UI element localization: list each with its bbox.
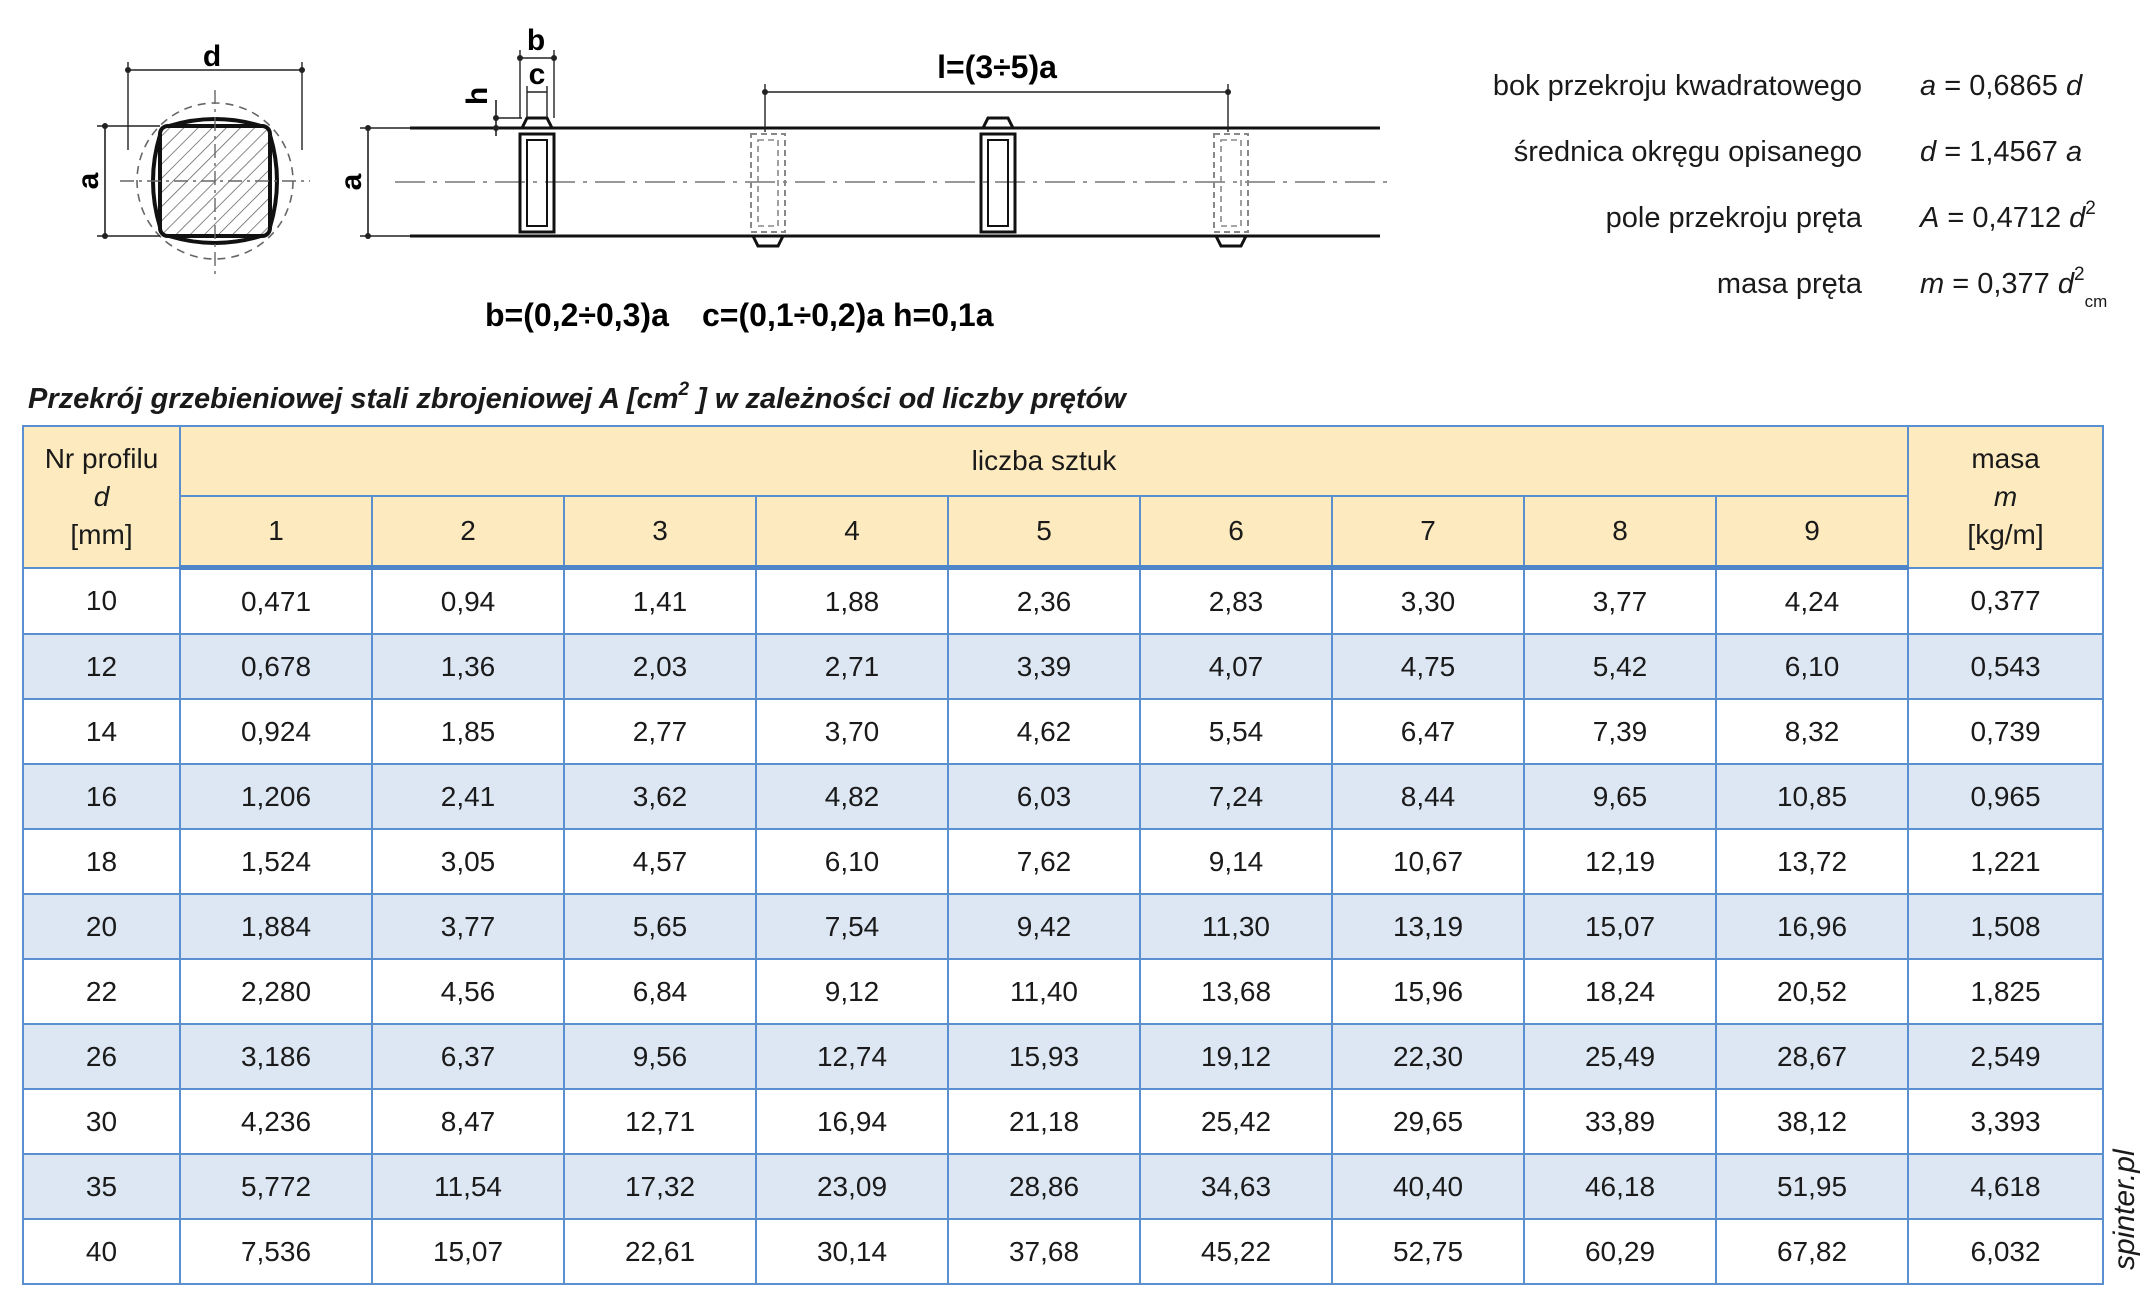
area-cell: 15,07: [372, 1219, 564, 1284]
area-cell: 8,47: [372, 1089, 564, 1154]
profile-cell: 16: [23, 764, 180, 829]
area-cell: 1,41: [564, 568, 756, 635]
label-h: h: [461, 86, 494, 106]
area-cell: 11,54: [372, 1154, 564, 1219]
area-cell: 60,29: [1524, 1219, 1716, 1284]
label-d: d: [202, 40, 222, 73]
area-cell: 4,24: [1716, 568, 1908, 635]
table-row: [23, 634, 2103, 699]
property-label: średnica okręgu opisanego: [1513, 136, 1862, 168]
area-cell: 9,65: [1524, 764, 1716, 829]
area-cell: 20,52: [1716, 959, 1908, 1024]
header-count-8: 8: [1524, 496, 1716, 568]
property-formula: m = 0,377 $d^2_{cm}$: [1920, 264, 2108, 311]
area-cell: 4,07: [1140, 634, 1332, 699]
area-cell: 5,42: [1524, 634, 1716, 699]
area-cell: 25,49: [1524, 1024, 1716, 1089]
area-cell: 2,280: [180, 959, 372, 1024]
area-cell: 12,71: [564, 1089, 756, 1154]
property-row: [1400, 70, 2140, 136]
area-cell: 3,30: [1332, 568, 1524, 635]
area-cell: 15,07: [1524, 894, 1716, 959]
mass-cell: 0,377: [1908, 568, 2103, 635]
area-cell: 3,39: [948, 634, 1140, 699]
area-cell: 6,37: [372, 1024, 564, 1089]
area-cell: 2,71: [756, 634, 948, 699]
area-cell: 5,54: [1140, 699, 1332, 764]
profile-cell: 35: [23, 1154, 180, 1219]
area-cell: 2,41: [372, 764, 564, 829]
area-cell: 52,75: [1332, 1219, 1524, 1284]
table-row: [23, 1154, 2103, 1219]
area-cell: 0,471: [180, 568, 372, 635]
area-cell: 3,186: [180, 1024, 372, 1089]
area-cell: 30,14: [756, 1219, 948, 1284]
property-list: [1400, 70, 2140, 334]
watermark: spinter.pl: [2108, 1149, 2141, 1270]
label-l: l=(3÷5)a: [937, 49, 1057, 85]
area-cell: 9,42: [948, 894, 1140, 959]
area-cell: 46,18: [1524, 1154, 1716, 1219]
area-cell: 0,678: [180, 634, 372, 699]
area-cell: 28,67: [1716, 1024, 1908, 1089]
header-count: liczba sztuk: [180, 426, 1908, 496]
label-c: c: [528, 58, 546, 91]
area-cell: 16,94: [756, 1089, 948, 1154]
mass-cell: 0,965: [1908, 764, 2103, 829]
area-cell: 19,12: [1140, 1024, 1332, 1089]
area-cell: 12,74: [756, 1024, 948, 1089]
area-cell: 10,67: [1332, 829, 1524, 894]
area-cell: 1,884: [180, 894, 372, 959]
header-count-9: 9: [1716, 496, 1908, 568]
area-cell: 29,65: [1332, 1089, 1524, 1154]
property-row: [1400, 136, 2140, 202]
header-mass: masa m [kg/m]: [1908, 426, 2103, 568]
area-cell: 11,30: [1140, 894, 1332, 959]
header-count-4: 4: [756, 496, 948, 568]
table-row: [23, 894, 2103, 959]
area-cell: 21,18: [948, 1089, 1140, 1154]
header-count-7: 7: [1332, 496, 1524, 568]
area-cell: 7,536: [180, 1219, 372, 1284]
area-cell: 4,236: [180, 1089, 372, 1154]
mass-cell: 1,825: [1908, 959, 2103, 1024]
area-cell: 22,61: [564, 1219, 756, 1284]
area-cell: 11,40: [948, 959, 1140, 1024]
mass-cell: 4,618: [1908, 1154, 2103, 1219]
area-cell: 3,77: [372, 894, 564, 959]
profile-cell: 12: [23, 634, 180, 699]
area-cell: 28,86: [948, 1154, 1140, 1219]
condition-h: h=0,1a: [893, 297, 994, 333]
mass-cell: 0,739: [1908, 699, 2103, 764]
header-count-2: 2: [372, 496, 564, 568]
area-cell: 4,75: [1332, 634, 1524, 699]
area-cell: 3,77: [1524, 568, 1716, 635]
area-cell: 4,57: [564, 829, 756, 894]
area-cell: 2,03: [564, 634, 756, 699]
table-title: Przekrój grzebieniowej stali zbrojeniowej A [$cm^2$ ] w zależności od liczby prętów: [28, 379, 1126, 415]
area-cell: 25,42: [1140, 1089, 1332, 1154]
area-cell: 1,85: [372, 699, 564, 764]
area-cell: 33,89: [1524, 1089, 1716, 1154]
property-formula: a = 0,6865 d: [1920, 70, 2083, 102]
label-a-middle: a: [335, 173, 368, 191]
area-cell: 6,47: [1332, 699, 1524, 764]
area-cell: 1,88: [756, 568, 948, 635]
data-table: [22, 425, 2104, 1285]
mass-cell: 0,543: [1908, 634, 2103, 699]
area-cell: 23,09: [756, 1154, 948, 1219]
area-cell: 51,95: [1716, 1154, 1908, 1219]
area-cell: 37,68: [948, 1219, 1140, 1284]
area-cell: 34,63: [1140, 1154, 1332, 1219]
property-row: [1400, 264, 2140, 334]
area-cell: 45,22: [1140, 1219, 1332, 1284]
area-cell: 17,32: [564, 1154, 756, 1219]
header-count-3: 3: [564, 496, 756, 568]
property-label: bok przekroju kwadratowego: [1492, 70, 1862, 102]
area-cell: 2,77: [564, 699, 756, 764]
area-cell: 6,10: [756, 829, 948, 894]
area-cell: 3,70: [756, 699, 948, 764]
profile-cell: 10: [23, 568, 180, 635]
profile-cell: 22: [23, 959, 180, 1024]
area-cell: 7,54: [756, 894, 948, 959]
table-row: [23, 1219, 2103, 1284]
area-cell: 16,96: [1716, 894, 1908, 959]
cross-section: [97, 62, 310, 275]
profile-cell: 18: [23, 829, 180, 894]
mass-cell: 1,221: [1908, 829, 2103, 894]
area-cell: 4,62: [948, 699, 1140, 764]
area-cell: 2,36: [948, 568, 1140, 635]
property-formula: d = 1,4567 a: [1920, 136, 2083, 168]
area-cell: 38,12: [1716, 1089, 1908, 1154]
area-cell: 1,206: [180, 764, 372, 829]
area-cell: 0,924: [180, 699, 372, 764]
table-row: [23, 959, 2103, 1024]
area-cell: 5,772: [180, 1154, 372, 1219]
table-row: [23, 699, 2103, 764]
area-cell: 7,24: [1140, 764, 1332, 829]
area-cell: 8,32: [1716, 699, 1908, 764]
area-cell: 10,85: [1716, 764, 1908, 829]
label-b: b: [526, 24, 546, 57]
area-cell: 6,84: [564, 959, 756, 1024]
profile-cell: 14: [23, 699, 180, 764]
area-cell: 6,03: [948, 764, 1140, 829]
area-cell: 40,40: [1332, 1154, 1524, 1219]
area-cell: 4,82: [756, 764, 948, 829]
area-cell: 9,56: [564, 1024, 756, 1089]
property-formula: A = 0,4712 $d^2$: [1920, 198, 2096, 234]
condition-c: c=(0,1÷0,2)a: [702, 297, 885, 333]
area-cell: 7,62: [948, 829, 1140, 894]
area-cell: 1,524: [180, 829, 372, 894]
header-count-1: 1: [180, 496, 372, 568]
area-cell: 12,19: [1524, 829, 1716, 894]
area-cell: 15,93: [948, 1024, 1140, 1089]
label-a-left: a: [72, 172, 105, 190]
profile-cell: 26: [23, 1024, 180, 1089]
bar-side-view: [360, 50, 1395, 246]
area-cell: 67,82: [1716, 1219, 1908, 1284]
property-label: pole przekroju pręta: [1605, 202, 1862, 234]
profile-cell: 20: [23, 894, 180, 959]
profile-cell: 30: [23, 1089, 180, 1154]
table-row: [23, 764, 2103, 829]
area-cell: 6,10: [1716, 634, 1908, 699]
area-cell: 15,96: [1332, 959, 1524, 1024]
mass-cell: 3,393: [1908, 1089, 2103, 1154]
area-cell: 8,44: [1332, 764, 1524, 829]
area-cell: 2,83: [1140, 568, 1332, 635]
area-cell: 3,05: [372, 829, 564, 894]
area-cell: 13,68: [1140, 959, 1332, 1024]
bar-diagram: [0, 0, 1460, 340]
header-profile: Nr profilu d [mm]: [23, 426, 180, 568]
area-cell: 5,65: [564, 894, 756, 959]
area-cell: 4,56: [372, 959, 564, 1024]
area-cell: 7,39: [1524, 699, 1716, 764]
mass-cell: 6,032: [1908, 1219, 2103, 1284]
area-cell: 13,72: [1716, 829, 1908, 894]
area-cell: 9,14: [1140, 829, 1332, 894]
area-cell: 3,62: [564, 764, 756, 829]
mass-cell: 1,508: [1908, 894, 2103, 959]
area-cell: 9,12: [756, 959, 948, 1024]
table-row: [23, 568, 2103, 635]
area-cell: 13,19: [1332, 894, 1524, 959]
area-cell: 18,24: [1524, 959, 1716, 1024]
mass-cell: 2,549: [1908, 1024, 2103, 1089]
area-cell: 1,36: [372, 634, 564, 699]
table-row: [23, 1024, 2103, 1089]
table-row: [23, 1089, 2103, 1154]
property-row: [1400, 198, 2140, 268]
property-label: masa pręta: [1716, 268, 1862, 300]
header-count-5: 5: [948, 496, 1140, 568]
table-row: [23, 829, 2103, 894]
area-cell: 22,30: [1332, 1024, 1524, 1089]
profile-cell: 40: [23, 1219, 180, 1284]
area-cell: 0,94: [372, 568, 564, 635]
condition-b: b=(0,2÷0,3)a: [485, 297, 669, 333]
header-count-6: 6: [1140, 496, 1332, 568]
